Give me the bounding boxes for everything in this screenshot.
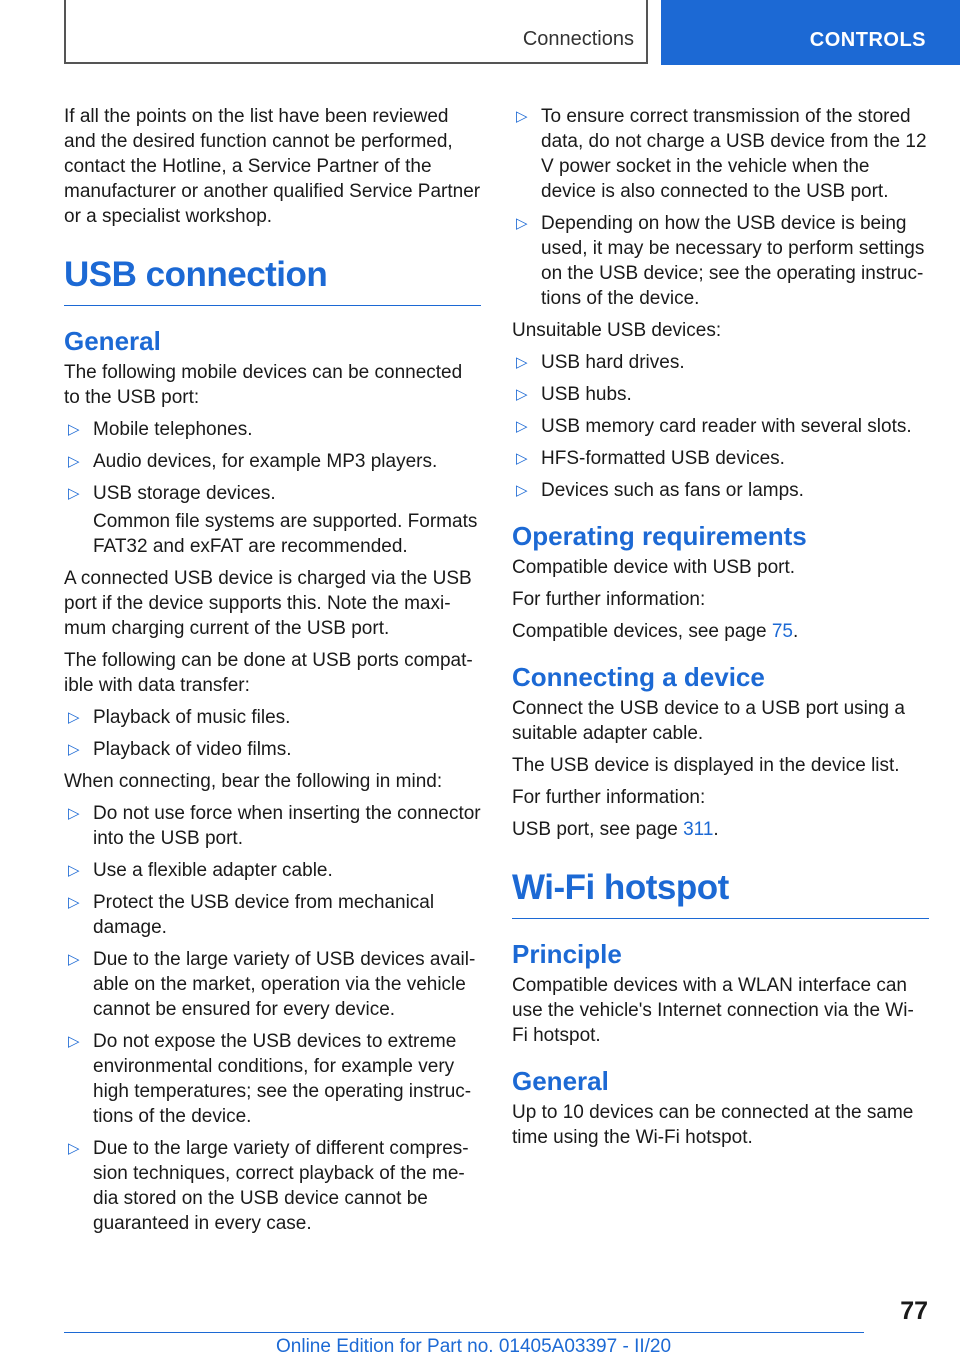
list-item: ▷ USB storage devices. [68,483,276,504]
connecting-device-heading: Connecting a device [512,662,765,692]
list-item: ▷ Audio devices, for example MP3 players. [68,451,438,472]
footer-divider [64,1332,864,1333]
operating-requirements-heading: Operating requirements [512,521,807,551]
list-item: ▷ Mobile telephones. [68,419,253,440]
triangle-bullet-icon: ▷ [68,1033,80,1050]
req-paragraph-3: Compatible devices, see page 75. [512,621,799,642]
list-item: ▷ Playback of music files. [68,707,291,728]
list-item: ▷ Do not expose the USB devices to extreme environmental conditions, for example very high temperatures; see the operating instructions of the device. [68,1031,472,1127]
conn-paragraph-3: For further information: [512,787,706,808]
wifi-general-paragraph: Up to 10 devices can be connected at the same time using the Wi-Fi hotspot. [512,1102,914,1148]
charge-paragraph: A connected USB device is charged via the USB port if the device supports this. Note the maximum charging current of the USB port. [64,568,472,639]
list-item: ▷ Protect the USB device from mechanical damage. [68,892,435,938]
left-column [64,104,481,1243]
triangle-bullet-icon: ▷ [516,215,528,232]
triangle-bullet-icon: ▷ [516,450,528,467]
req-paragraph-2: For further information: [512,589,706,610]
data-transfer-paragraph: The following can be done at USB ports compatible with data transfer: [64,650,473,696]
list-item: ▷ Use a flexible adapter cable. [68,860,333,881]
header-section-box [64,0,648,64]
conn-paragraph-1: Connect the USB device to a USB port using a suitable adapter cable. [512,698,905,744]
footer-edition: Online Edition for Part no. 01405A03397 - II/20 [276,1336,672,1357]
general-heading: General [64,326,161,356]
triangle-bullet-icon: ▷ [68,453,80,470]
usb-connection-heading-wrap [64,255,481,306]
unsuitable-paragraph: Unsuitable USB devices: [512,320,722,341]
triangle-bullet-icon: ▷ [68,421,80,438]
general-paragraph: The following mobile devices can be connected to the USB port: [64,362,463,408]
right-column [512,104,929,1157]
list-item: ▷ Do not use force when inserting the connector into the USB port. [68,803,481,849]
data-transfer-list [64,705,481,762]
triangle-bullet-icon: ▷ [516,482,528,499]
list-item: ▷ Playback of video films. [68,739,292,760]
device-list [64,417,481,506]
list-item: ▷ USB memory card reader with several slots. [516,416,912,437]
list-item: ▷ Due to the large variety of USB devices available on the market, operation via the vehicle cannot be ensured for every device. [68,949,476,1020]
list-item: ▷ To ensure correct transmission of the stored data, do not charge a USB device from the 12 V power socket in the vehicle when the device is also connected to the USB port. [516,106,927,202]
wifi-general-heading: General [512,1066,609,1096]
wifi-hotspot-heading-wrap [512,868,929,919]
intro-paragraph: If all the points on the list have been reviewed and the desired function cannot be performed, contact the Hotline, a Service Partner of the manufacturer or another qualified Service Partner or a specialist workshop. [64,106,481,227]
principle-paragraph: Compatible devices with a WLAN interface can use the vehicle's Internet connection via the Wi-Fi hotspot. [512,975,914,1046]
header-chapter-title: CONTROLS [809,29,926,51]
header-chapter-tab [661,0,960,65]
triangle-bullet-icon: ▷ [68,709,80,726]
page-number: 77 [900,1297,928,1325]
triangle-bullet-icon: ▷ [516,386,528,403]
principle-heading: Principle [512,939,622,969]
list-item: ▷ USB hard drives. [516,352,685,373]
triangle-bullet-icon: ▷ [516,418,528,435]
unsuitable-list [512,350,929,503]
list-item: ▷ USB hubs. [516,384,632,405]
storage-note: Common file systems are supported. Formats FAT32 and exFAT are recommended. [93,511,478,557]
mind-list-continued [512,104,929,311]
triangle-bullet-icon: ▷ [68,894,80,911]
list-item: ▷ Devices such as fans or lamps. [516,480,804,501]
mind-list [64,801,481,1236]
req-paragraph-1: Compatible device with USB port. [512,557,796,578]
header-section-title: Connections [522,28,634,50]
conn-paragraph-4: USB port, see page 311. [512,819,719,840]
triangle-bullet-icon: ▷ [516,108,528,125]
triangle-bullet-icon: ▷ [68,951,80,968]
triangle-bullet-icon: ▷ [68,741,80,758]
triangle-bullet-icon: ▷ [68,1140,80,1157]
conn-paragraph-2: The USB device is displayed in the device list. [512,755,900,776]
usb-connection-heading: USB connection [64,255,328,294]
mind-paragraph: When connecting, bear the following in mind: [64,771,443,792]
triangle-bullet-icon: ▷ [68,862,80,879]
triangle-bullet-icon: ▷ [68,485,80,502]
page-link-311[interactable]: 311 [683,819,714,840]
page-link-75[interactable]: 75 [771,621,793,642]
triangle-bullet-icon: ▷ [516,354,528,371]
list-item: ▷ Depending on how the USB device is being used, it may be necessary to perform settings on the USB device; see the operating instructions of the device. [516,213,925,309]
triangle-bullet-icon: ▷ [68,805,80,822]
wifi-hotspot-heading: Wi-Fi hotspot [512,868,729,907]
list-item: ▷ HFS-formatted USB devices. [516,448,785,469]
list-item: ▷ Due to the large variety of different compression techniques, correct playback of the media stored on the USB device cannot be guaranteed in every case. [68,1138,469,1234]
